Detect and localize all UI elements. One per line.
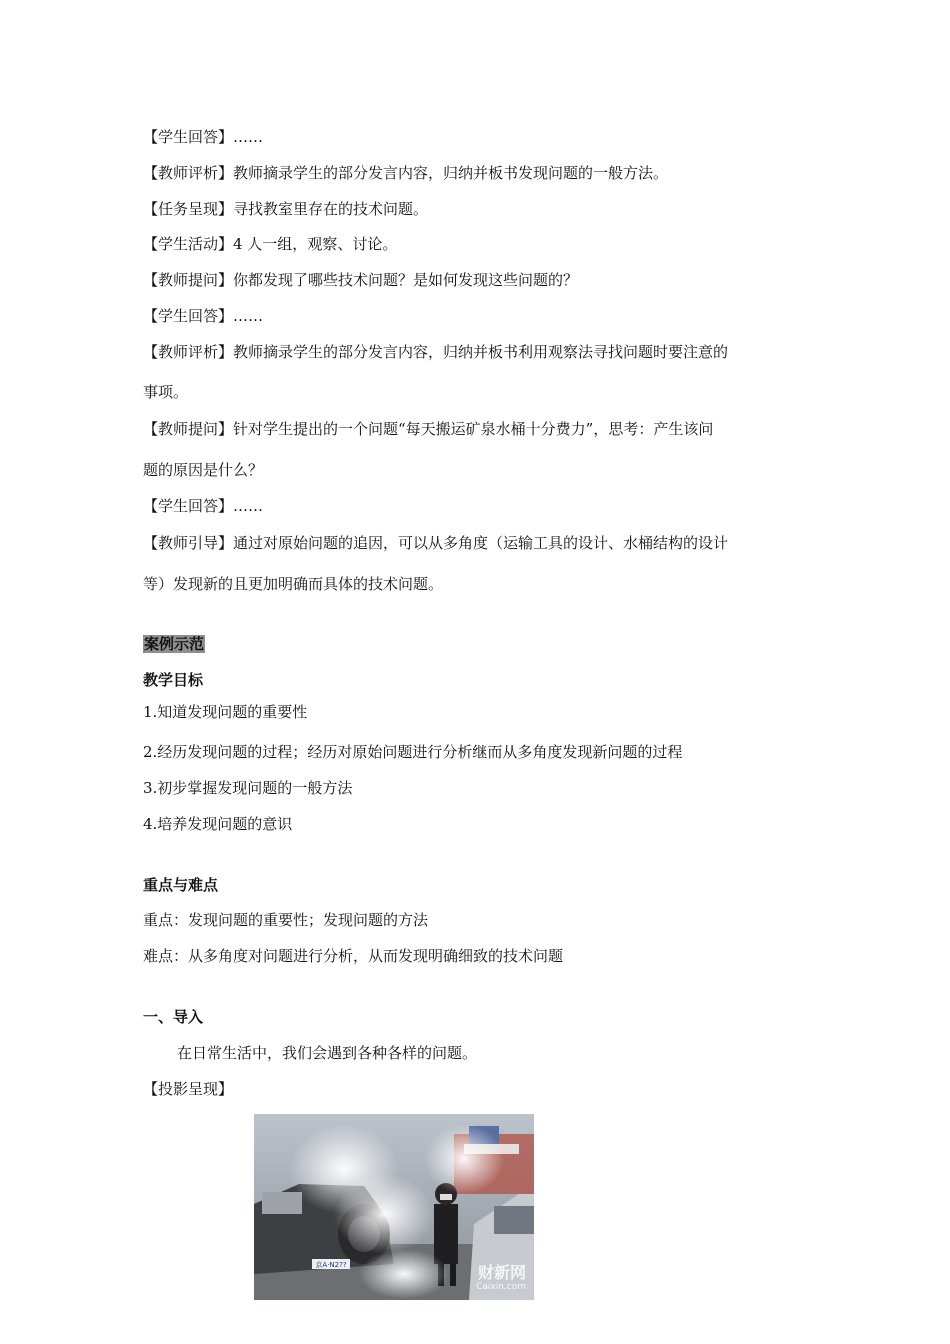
smog-traffic-photo xyxy=(254,1114,534,1300)
text-line-6: 【学生回答】…… xyxy=(143,307,264,325)
text-line-8: 事项。 xyxy=(143,383,189,401)
text-line-3: 【任务呈现】寻找教室里存在的技术问题。 xyxy=(143,200,429,218)
goal-item-3: 3.初步掌握发现问题的一般方法 xyxy=(143,779,353,797)
keypoints-key: 重点：发现问题的重要性；发现问题的方法 xyxy=(143,911,429,929)
license-plate: 京A·N2?? xyxy=(315,1261,347,1269)
text-line-13: 等）发现新的且更加明确而具体的技术问题。 xyxy=(143,575,444,593)
goal-item-2: 2.经历发现问题的过程；经历对原始问题进行分析继而从多角度发现新问题的过程 xyxy=(143,743,683,761)
projection-label: 【投影呈现】 xyxy=(143,1080,234,1098)
goal-item-4: 4.培养发现问题的意识 xyxy=(143,815,293,833)
text-line-11: 【学生回答】…… xyxy=(143,497,264,515)
text-line-5: 【教师提问】你都发现了哪些技术问题？是如何发现这些问题的？ xyxy=(143,271,579,289)
text-line-4: 【学生活动】4 人一组，观察、讨论。 xyxy=(143,235,398,253)
keypoints-difficult: 难点：从多角度对问题进行分析，从而发现明确细致的技术问题 xyxy=(143,947,564,965)
goal-item-1: 1.知道发现问题的重要性 xyxy=(143,703,308,721)
case-title-label: 案例示范 xyxy=(144,635,205,653)
intro-heading: 一、导入 xyxy=(143,1008,204,1026)
intro-text: 在日常生活中，我们会遇到各种各样的问题。 xyxy=(177,1044,478,1062)
text-line-2: 【教师评析】教师摘录学生的部分发言内容，归纳并板书发现问题的一般方法。 xyxy=(143,164,669,182)
watermark-sub: Caixin.com xyxy=(476,1282,526,1292)
case-title xyxy=(143,634,205,654)
keypoints-heading: 重点与难点 xyxy=(143,876,219,894)
text-line-1: 【学生回答】…… xyxy=(143,128,264,146)
text-line-7: 【教师评析】教师摘录学生的部分发言内容，归纳并板书利用观察法寻找问题时要注意的 xyxy=(143,343,729,361)
text-line-12: 【教师引导】通过对原始问题的追因，可以从多角度（运输工具的设计、水桶结构的设计 xyxy=(143,534,729,552)
watermark xyxy=(476,1263,526,1294)
text-line-10: 题的原因是什么？ xyxy=(143,461,264,479)
text-line-9: 【教师提问】针对学生提出的一个问题“每天搬运矿泉水桶十分费力”，思考：产生该问 xyxy=(143,420,714,438)
goals-heading: 教学目标 xyxy=(143,671,204,689)
watermark-text: 财新网 xyxy=(477,1263,526,1282)
